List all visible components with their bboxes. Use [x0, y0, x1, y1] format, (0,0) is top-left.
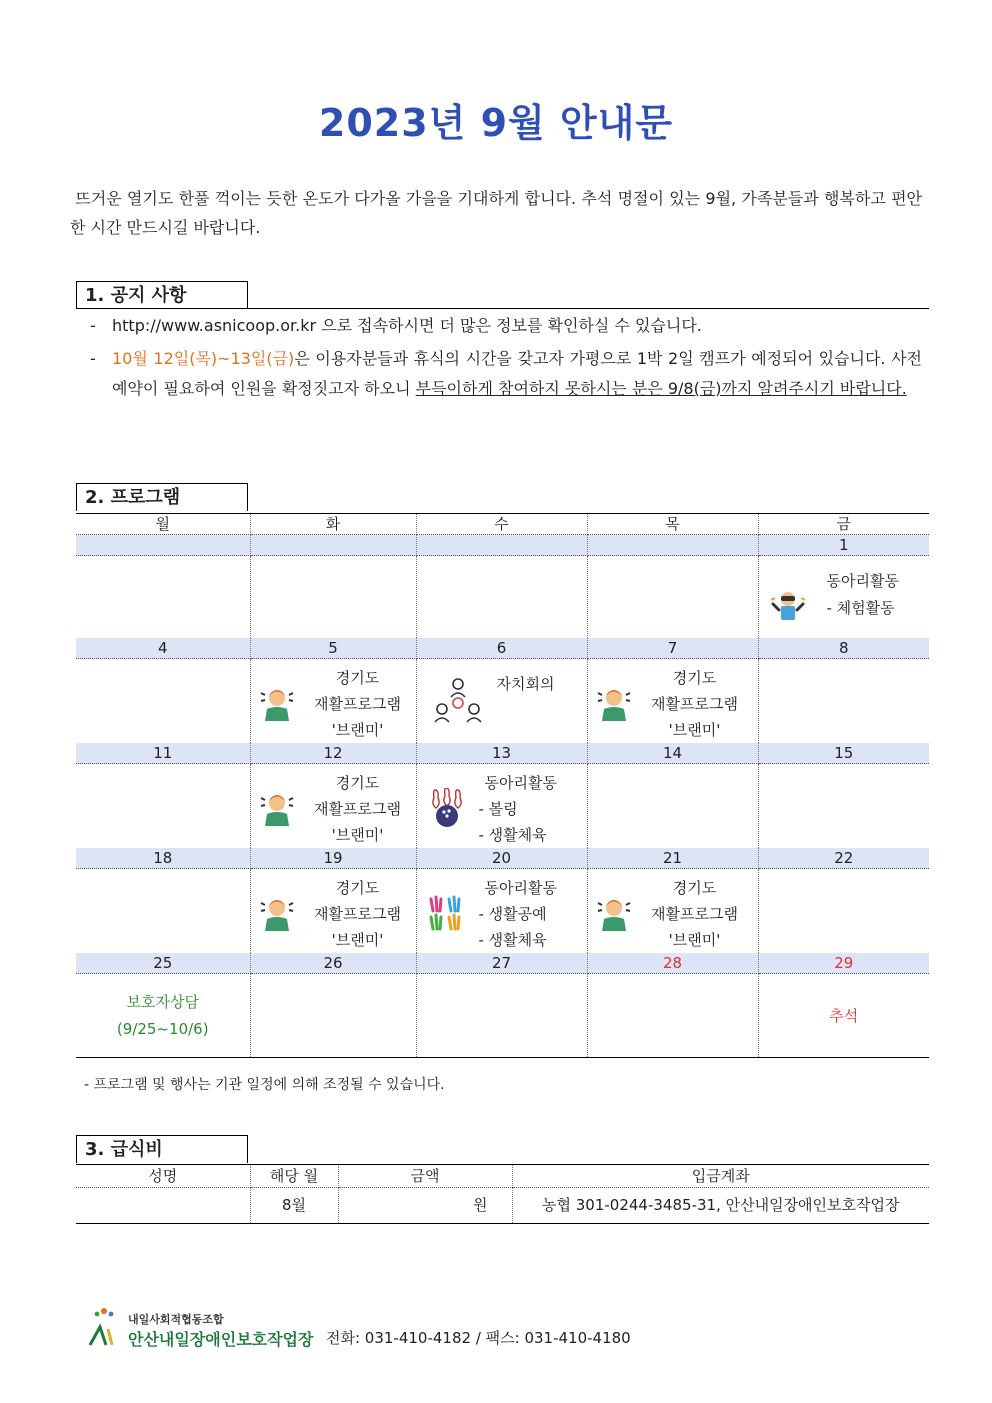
guardian-period: (9/25~10/6) [116, 1019, 209, 1038]
event-cell [416, 556, 587, 639]
day-thu: 목 [587, 514, 758, 535]
event-cell-rehab [587, 869, 758, 954]
day-tue: 화 [250, 514, 416, 535]
header-amount: 금액 [338, 1165, 512, 1188]
event-cell [587, 556, 758, 639]
rehab-line-3: '브랜미' [668, 721, 721, 739]
program-calendar [76, 514, 929, 1058]
event-cell [250, 974, 416, 1058]
day-wed: 수 [416, 514, 587, 535]
notice-website-text: http://www.asnicoop.or.kr 으로 접속하시면 더 많은 정보를 확인하실 수 있습니다. [112, 316, 702, 335]
event-cell [76, 869, 250, 954]
event-cell [416, 974, 587, 1058]
craft-hands-icon [427, 895, 467, 931]
program-note: - 프로그램 및 행사는 기관 일정에 의해 조정될 수 있습니다. [84, 1077, 445, 1093]
section-notice-title: 1. 공지 사항 [76, 281, 248, 309]
event-cell [76, 556, 250, 639]
rehab-person-icon [259, 895, 295, 931]
org-logo-icon [86, 1305, 122, 1347]
event-cell-rehab [587, 659, 758, 744]
header-name: 성명 [76, 1165, 250, 1188]
date-cell: 27 [416, 953, 587, 974]
notice-list [90, 311, 922, 404]
date-cell [76, 535, 250, 556]
date-cell: 21 [587, 848, 758, 869]
date-cell: 8 [758, 638, 929, 659]
date-cell: 1 [758, 535, 929, 556]
event-cell [587, 974, 758, 1058]
intro-text: 뜨거운 열기도 한풀 꺽이는 듯한 온도가 다가올 가을을 기대하게 합니다. 추석 명절이 있는 9월, 가족분들과 행복하고 편안한 시간 만드시길 바랍니다. [70, 189, 922, 237]
date-cell: 22 [758, 848, 929, 869]
bullet-dash: - [90, 349, 96, 368]
header-account: 입금계좌 [512, 1165, 929, 1188]
date-cell: 4 [76, 638, 250, 659]
rehab-line-1: 경기도 [672, 879, 717, 897]
guardian-title: 보호자상담 [126, 992, 199, 1011]
rehab-line-2: 재활프로그램 [314, 695, 401, 713]
event-cell [76, 764, 250, 849]
rehab-line-3: '브랜미' [331, 931, 384, 949]
rehab-line-1: 경기도 [335, 669, 380, 687]
event-cell [758, 659, 929, 744]
event-cell-club-bowling [416, 764, 587, 849]
date-cell [250, 535, 416, 556]
event-cell [76, 659, 250, 744]
event-title: 동아리활동 [826, 572, 899, 590]
date-cell: 7 [587, 638, 758, 659]
date-cell: 6 [416, 638, 587, 659]
rehab-line-1: 경기도 [672, 669, 717, 687]
date-cell-holiday: 28 [587, 953, 758, 974]
date-cell: 18 [76, 848, 250, 869]
vr-experience-icon [769, 588, 807, 622]
event-cell [758, 869, 929, 954]
intro-paragraph [70, 184, 922, 242]
event-detail: - 생활체육 [478, 826, 547, 844]
meal-fee-table [76, 1165, 929, 1224]
date-cell: 25 [76, 953, 250, 974]
camp-date: 10월 12일(목)~13일(금) [112, 349, 295, 368]
event-detail: - 생활공예 [478, 905, 547, 923]
cell-account: 농협 301-0244-3485-31, 안산내일장애인보호작업장 [512, 1188, 929, 1224]
contact-info: 전화: 031-410-4182 / 팩스: 031-410-4180 [326, 1329, 631, 1347]
rehab-line-1: 경기도 [335, 774, 380, 792]
day-fri: 금 [758, 514, 929, 535]
event-cell [587, 764, 758, 849]
section-program-title: 2. 프로그램 [76, 483, 248, 511]
event-title: 동아리활동 [484, 774, 557, 792]
event-cell-club-craft [416, 869, 587, 954]
rehab-line-2: 재활프로그램 [651, 695, 738, 713]
date-cell: 19 [250, 848, 416, 869]
rehab-line-3: '브랜미' [331, 826, 384, 844]
event-cell-club-experience [758, 556, 929, 639]
org-small-name: 내일사회적협동조합 [128, 1313, 224, 1326]
event-detail: - 생활체육 [478, 931, 547, 949]
rehab-line-2: 재활프로그램 [314, 800, 401, 818]
date-cell [587, 535, 758, 556]
rehab-person-icon [596, 895, 632, 931]
rehab-line-2: 재활프로그램 [314, 905, 401, 923]
notice-item-camp [90, 344, 922, 404]
event-cell-council [416, 659, 587, 744]
rehab-line-1: 경기도 [335, 879, 380, 897]
date-cell: 12 [250, 743, 416, 764]
footer [86, 1305, 936, 1355]
event-cell-rehab [250, 659, 416, 744]
event-cell [758, 764, 929, 849]
event-cell-guardian [76, 974, 250, 1058]
date-cell: 15 [758, 743, 929, 764]
header-month: 해당 월 [250, 1165, 338, 1188]
section-meal-title: 3. 급식비 [76, 1135, 248, 1163]
cell-name [76, 1188, 250, 1224]
rehab-line-3: '브랜미' [668, 931, 721, 949]
page-title: 2023년 9월 안내문 [318, 101, 674, 145]
bullet-dash: - [90, 316, 96, 335]
date-cell: 20 [416, 848, 587, 869]
date-cell-holiday: 29 [758, 953, 929, 974]
rehab-person-icon [259, 790, 295, 826]
chuseok-label: 추석 [829, 1007, 859, 1025]
date-cell: 14 [587, 743, 758, 764]
camp-deadline: 부득이하게 참여하지 못하시는 분은 9/8(금)까지 알려주시기 바랍니다. [415, 379, 907, 398]
date-cell: 5 [250, 638, 416, 659]
notice-item-website [90, 311, 922, 341]
date-cell: 11 [76, 743, 250, 764]
event-cell [250, 556, 416, 639]
bowling-icon [429, 788, 465, 828]
event-cell-rehab [250, 869, 416, 954]
section-notice-rule [76, 308, 929, 309]
rehab-person-icon [596, 685, 632, 721]
rehab-person-icon [259, 685, 295, 721]
cell-month: 8월 [250, 1188, 338, 1224]
rehab-line-2: 재활프로그램 [651, 905, 738, 923]
date-cell: 13 [416, 743, 587, 764]
event-detail: - 볼링 [478, 800, 518, 818]
council-meeting-icon [433, 677, 483, 723]
org-name: 안산내일장애인보호작업장 [128, 1330, 314, 1349]
rehab-line-3: '브랜미' [331, 721, 384, 739]
event-cell-rehab [250, 764, 416, 849]
event-title: 동아리활동 [484, 879, 557, 897]
event-cell-chuseok [758, 974, 929, 1058]
date-cell: 26 [250, 953, 416, 974]
day-mon: 월 [76, 514, 250, 535]
council-label: 자치회의 [496, 675, 555, 693]
date-cell [416, 535, 587, 556]
cell-amount: 원 [338, 1188, 512, 1224]
event-detail: - 체험활동 [826, 599, 895, 617]
camp-text: 은 이용자분들과 휴식의 시간을 갖고자 가평으로 1박 2일 캠프가 예정되어 있습니다. 사전 예약이 필요하여 인원을 확정짓고자 하오니 [112, 349, 922, 398]
